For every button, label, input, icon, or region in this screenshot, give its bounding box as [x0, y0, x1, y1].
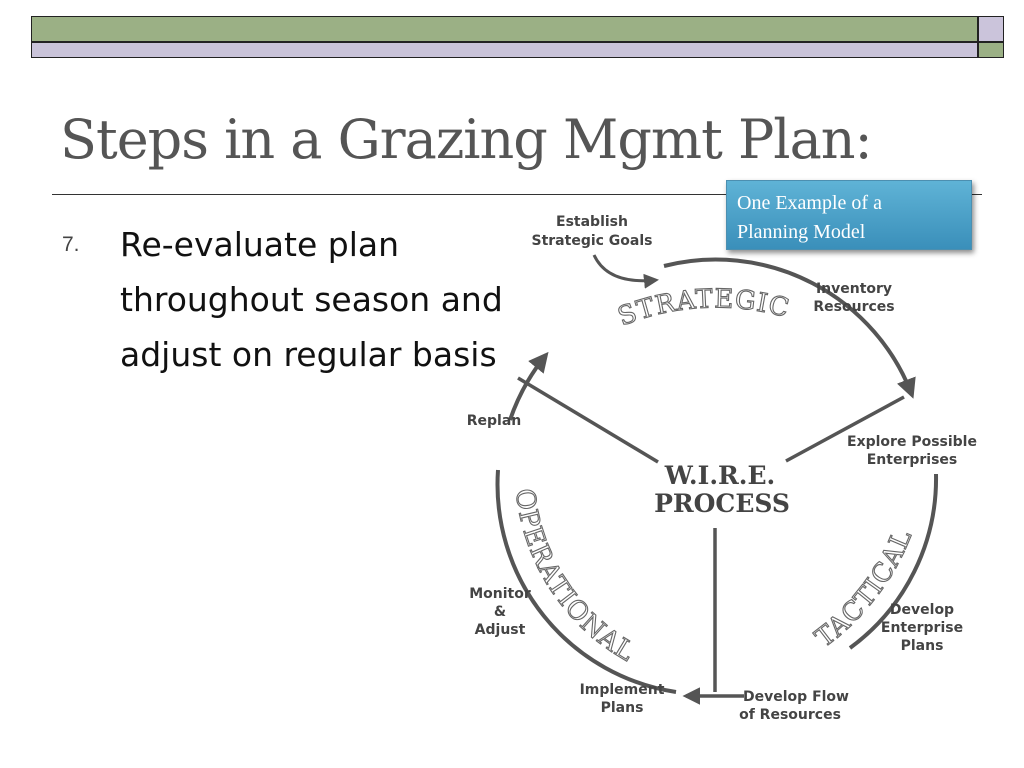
step-develop-plans-line3: Plans — [900, 638, 944, 654]
callout-box — [726, 180, 972, 250]
step-inventory-line1: Inventory — [815, 281, 893, 297]
step-develop-plans-line1: Develop — [889, 602, 955, 618]
step-inventory-line2: Resources — [813, 299, 895, 315]
step-replan: Replan — [466, 413, 522, 429]
step-develop-plans-line2: Enterprise — [880, 620, 964, 636]
step-develop-flow-line2: of Resources — [739, 707, 841, 723]
goals-arrow — [594, 255, 656, 281]
center-label-line1: W.I.R.E. — [664, 461, 776, 490]
center-label-line2: PROCESS — [654, 489, 790, 518]
slide-title: Steps in a Grazing Mgmt Plan: — [60, 108, 872, 171]
phase-strategic: STRATEGIC — [614, 284, 793, 333]
step-establish-goals-line2: Strategic Goals — [531, 233, 653, 249]
step-implement-line1: Implement — [579, 682, 665, 698]
cycle-arc-left — [510, 355, 546, 420]
step-develop-flow-line1: Develop Flow — [743, 689, 849, 705]
spoke-upper-left — [518, 378, 658, 462]
list-item-number: 7. — [62, 233, 80, 256]
cycle-arc-top-right — [664, 260, 912, 395]
step-monitor-line3: Adjust — [474, 622, 526, 638]
list-item-text: Re-evaluate plan throughout season and adjust on regular basis — [120, 225, 503, 374]
step-monitor-line2: & — [493, 604, 507, 620]
step-implement-line2: Plans — [600, 700, 644, 716]
callout-line1: One Example of a — [737, 192, 882, 214]
step-establish-goals-line1: Establish — [556, 214, 628, 230]
step-explore-line2: Enterprises — [866, 452, 958, 468]
phase-operational: OPERATIONAL — [508, 486, 640, 669]
callout-line2: Planning Model — [737, 221, 866, 243]
phase-tactical: TACTICAL — [810, 524, 919, 654]
step-monitor-line1: Monitor — [469, 586, 531, 602]
step-explore-line1: Explore Possible — [847, 434, 977, 450]
